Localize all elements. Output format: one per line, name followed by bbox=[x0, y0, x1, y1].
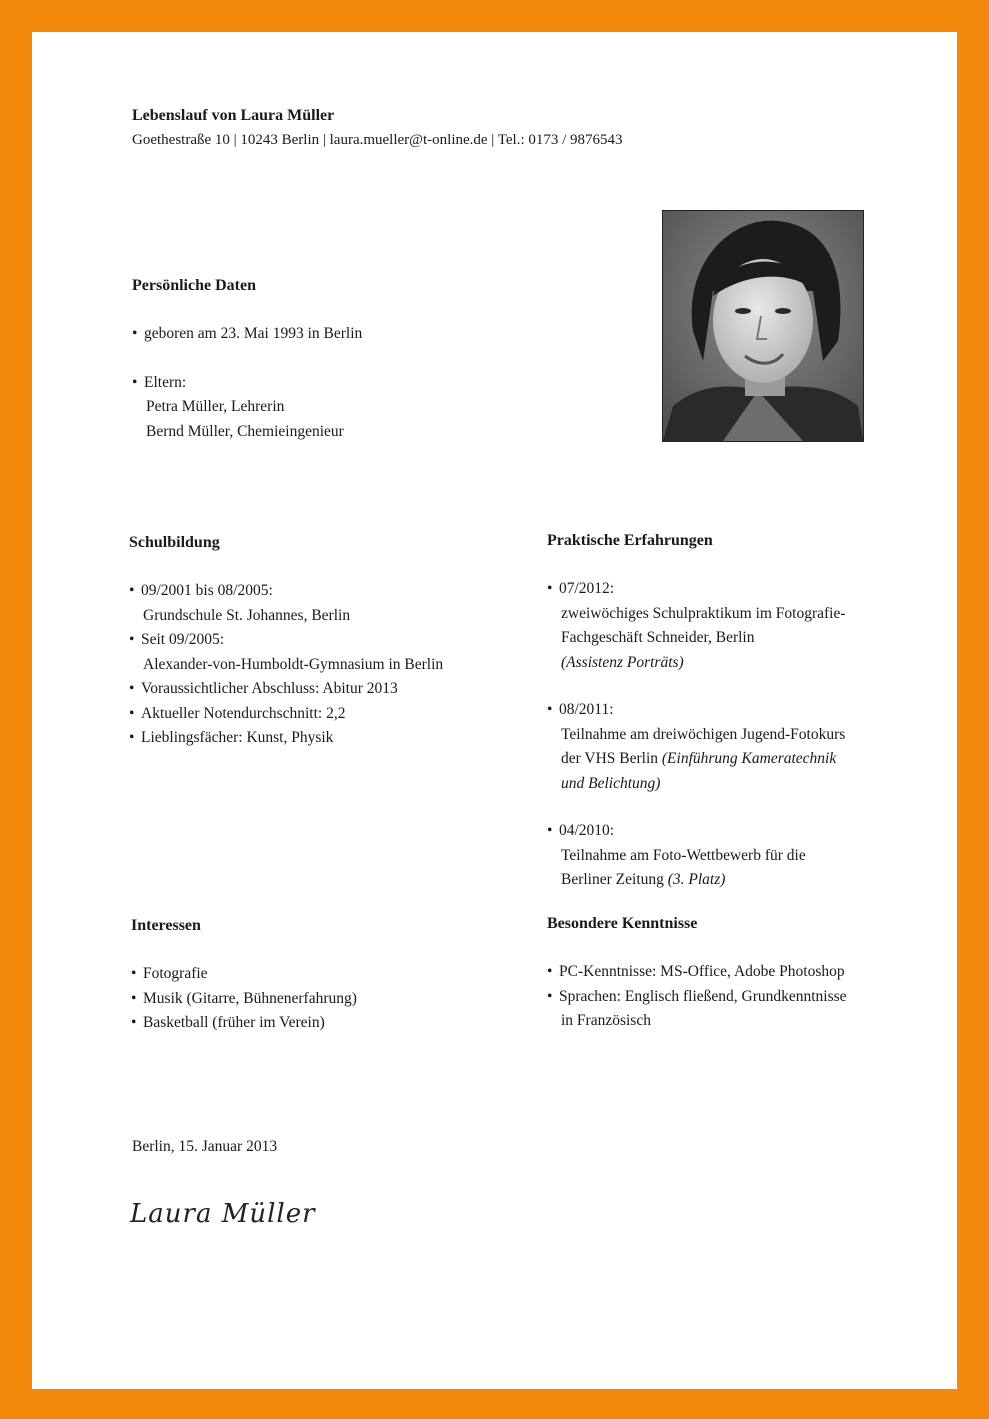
practical-item-date: 08/2011: bbox=[559, 701, 614, 718]
school-item: • Aktueller Notendurchschnitt: 2,2 bbox=[129, 702, 529, 727]
skills-heading: Besondere Kenntnisse bbox=[547, 915, 698, 932]
practical-item-text: Fachgeschäft Schneider, Berlin bbox=[561, 629, 755, 646]
school-item bbox=[129, 579, 529, 628]
skill-item: • PC-Kenntnisse: MS-Office, Adobe Photoshop bbox=[547, 960, 942, 985]
practical-section bbox=[547, 577, 942, 893]
signature: Laura Müller bbox=[130, 1199, 316, 1229]
place-date: Berlin, 15. Januar 2013 bbox=[132, 1138, 278, 1155]
school-section bbox=[129, 579, 529, 751]
skills-section bbox=[547, 960, 942, 1034]
interest-item: • Musik (Gitarre, Bühnenerfahrung) bbox=[131, 987, 531, 1012]
skill-item bbox=[547, 985, 942, 1034]
practical-item-text bbox=[559, 868, 942, 893]
school-item-date: 09/2001 bis 08/2005: bbox=[141, 582, 273, 599]
practical-item-note: und Belichtung) bbox=[561, 774, 661, 792]
school-item: • Lieblingsfächer: Kunst, Physik bbox=[129, 726, 529, 751]
interests-section bbox=[131, 962, 531, 1036]
parents-label: Eltern: bbox=[144, 373, 187, 391]
portrait-image bbox=[663, 211, 863, 441]
practical-item bbox=[547, 698, 942, 796]
cv-page bbox=[32, 32, 957, 1389]
personal-section bbox=[132, 322, 532, 444]
practical-item-note: (3. Platz) bbox=[667, 871, 726, 888]
personal-born: • geboren am 23. Mai 1993 in Berlin bbox=[132, 322, 532, 347]
practical-item-text: Teilnahme am dreiwöchigen Jugend-Fotokurs bbox=[561, 725, 846, 743]
school-item: • Voraussichtlicher Abschluss: Abitur 2013 bbox=[129, 677, 529, 702]
practical-item-text: Teilnahme am Foto-Wettbewerb für die bbox=[561, 846, 806, 864]
practical-heading: Praktische Erfahrungen bbox=[547, 532, 713, 549]
practical-item bbox=[547, 819, 942, 893]
skill-item-text: in Französisch bbox=[561, 1012, 651, 1029]
portrait-photo bbox=[662, 210, 864, 442]
parent-mother: Petra Müller, Lehrerin bbox=[146, 398, 285, 415]
interests-heading: Interessen bbox=[131, 917, 201, 934]
practical-item-date: 07/2012: bbox=[559, 580, 615, 597]
interest-item: • Fotografie bbox=[131, 962, 531, 987]
practical-item-text bbox=[559, 747, 942, 772]
school-item-name: Grundschule St. Johannes, Berlin bbox=[143, 606, 351, 624]
personal-parents bbox=[132, 371, 532, 445]
practical-item-note: (Einführung Kameratechnik bbox=[661, 750, 837, 767]
practical-item-note: (Assistenz Porträts) bbox=[561, 653, 684, 671]
interest-item: • Basketball (früher im Verein) bbox=[131, 1011, 531, 1036]
school-item bbox=[129, 628, 529, 677]
school-item-name: Alexander-von-Humboldt-Gymnasium in Berlin bbox=[143, 655, 444, 673]
practical-item-text: zweiwöchiges Schulpraktikum im Fotografie- bbox=[561, 604, 846, 622]
practical-item bbox=[547, 577, 942, 675]
practical-item-text-part: Berliner Zeitung bbox=[561, 871, 664, 888]
school-heading: Schulbildung bbox=[129, 534, 220, 551]
skill-item-text: Sprachen: Englisch fließend, Grundkenntnisse bbox=[559, 987, 847, 1005]
school-item-date: Seit 09/2005: bbox=[141, 631, 225, 648]
cv-title: Lebenslauf von Laura Müller bbox=[132, 107, 335, 124]
contact-line: Goethestraße 10 | 10243 Berlin | laura.mueller@t-online.de | Tel.: 0173 / 9876543 bbox=[132, 132, 623, 148]
personal-heading: Persönliche Daten bbox=[132, 277, 256, 294]
practical-item-text-part: der VHS Berlin bbox=[561, 750, 659, 767]
practical-item-date: 04/2010: bbox=[559, 822, 615, 839]
parent-father: Bernd Müller, Chemieingenieur bbox=[146, 422, 344, 440]
